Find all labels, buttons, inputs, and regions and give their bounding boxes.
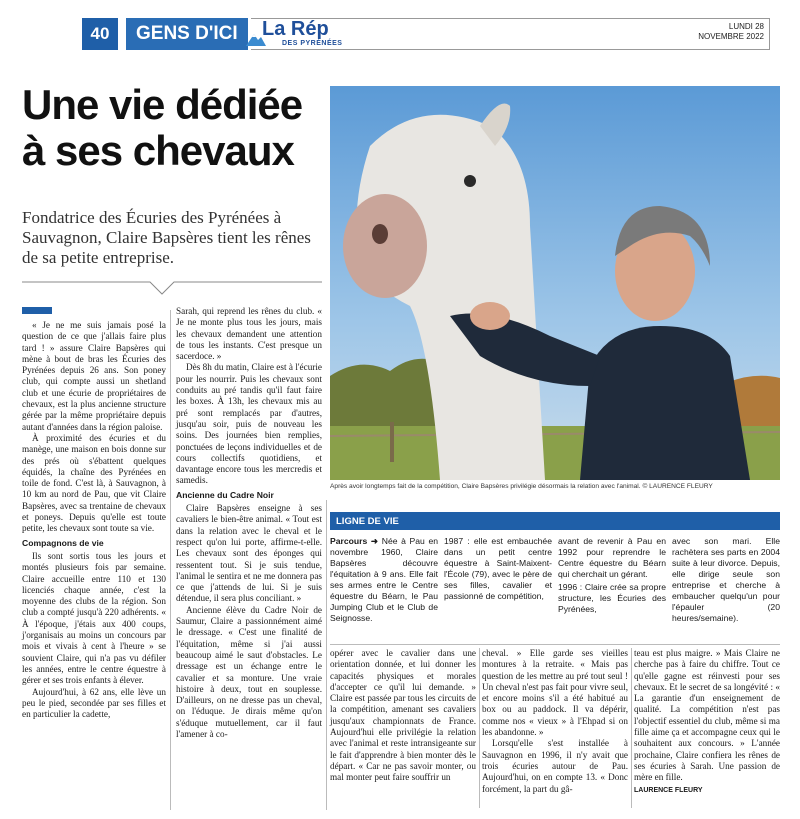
paragraph: Ancienne élève du Cadre Noir de Saumur, Claire a passionnément aimé le dressage. « C'est une finalité de l'équitation, même si j'ai aussi beaucoup aimé le saut d'obstacles. Le dressage est un échange entre le cavalier et sa monture. Une vraie histoire à deux, tout en souplesse. D'ailleurs, on ne dresse pas un cheval, on l'éduque. Je dirais même qu'on s'éduque mutuellement, car il faut l'amener à co- — [176, 604, 322, 739]
paragraph: Claire Bapsères enseigne à ses cavaliers le bien-être animal. « Tout est dans la relation avec le cheval et le respect qu'on lui porte, affirme-t-elle. Les chevaux sont des éponges qui ressentent tout. Si je suis tendue, l'animal le sentira et ne me donnera pas ce que j'attends de lui. Si je suis détendue, il sera plus conciliant. » — [176, 503, 322, 604]
article-column-4 — [482, 648, 628, 795]
author-byline: LAURENCE FLEURY — [634, 786, 703, 794]
column-divider — [631, 648, 632, 808]
ligne-de-vie-text: Née à Pau en novembre 1960, Claire Bapsères découvre l'équitation à 9 ans. Elle fait ses armes entre le Centre équestre du Béarn, le Pau Jumping Club et le Club de Seignosse. — [330, 536, 439, 623]
photo-credit: © LAURENCE FLEURY — [642, 483, 713, 490]
column-divider — [326, 500, 327, 810]
ligne-de-vie-column-3 — [558, 536, 666, 615]
section-tab: GENS D'ICI — [126, 18, 251, 50]
article-column-5 — [634, 648, 780, 796]
article-accent-bar — [22, 307, 52, 314]
section-divider — [330, 644, 780, 645]
paragraph: Dès 8h du matin, Claire est à l'écurie pour les nourrir. Puis les chevaux sont conduits au pré tandis qu'il faut faire les boxes. À 13h, les chevaux mis au pré sont remplacés par d'autres, jusqu'au soir, puis de nouveau les soins. Des journées bien remplies, ponctuées de leçons individuelles et de cours collectifs quotidiens, et davantage encore tous les mercredis et samedis. — [176, 362, 322, 486]
ligne-de-vie-column-4: avec son mari. Elle rachètera ses parts en 2004 suite à leur divorce. Depuis, elle dirige seule son entreprise et cherche à embaucher quelqu'un pour l'épauler (20 heures/semaine). — [672, 536, 780, 623]
ligne-de-vie-header: LIGNE DE VIE — [330, 512, 780, 530]
standfirst-callout-rule — [22, 272, 322, 296]
photo-caption — [330, 483, 780, 490]
ligne-de-vie-text: avant de revenir à Pau en 1992 pour reprendre le Centre équestre du Béarn qui cherchait un gérant. — [558, 536, 666, 579]
ligne-de-vie-lead: Parcours ➜ — [330, 536, 379, 546]
paragraph: Aujourd'hui, à 62 ans, elle lève un peu le pied, secondée par ses filles et en particulier la cadette, — [22, 686, 166, 720]
paragraph: Sarah, qui reprend les rênes du club. « Je ne monte plus tous les jours, mais les chevaux demandent une attention de tous les instants. C'est presque un sacerdoce. » — [176, 306, 322, 362]
page-number: 40 — [82, 18, 118, 50]
standfirst: Fondatrice des Écuries des Pyrénées à Sauvagnon, Claire Bapsères tient les rênes de sa petite entreprise. — [22, 208, 311, 267]
ligne-de-vie-column-2: 1987 : elle est embauchée dans un petit centre équestre à Saint-Maixent-l'École (79), avec le père de ses filles, cavalier et passionné de compétition, — [444, 536, 552, 601]
issue-date — [660, 22, 764, 42]
paragraph: teau est plus maigre. » Mais Claire ne cherche pas à faire du chiffre. Tout ce qu'elle gagne est réinvesti pour ses chevaux. Et le secret de sa longévité : « La garantie d'un enseignement de qualité. La compétition n'est pas l'objectif essentiel du club, même si ma fille aime ça et accompagne ceux qui le souhaitent aux concours. » L'année prochaine, Claire confiera les rênes de ses écuries à Sarah. Une passion de mère en fille. — [634, 648, 780, 783]
issue-date-day: LUNDI 28 — [728, 22, 764, 31]
headline-line-2: à ses chevaux — [22, 127, 294, 174]
article-column-1 — [22, 320, 166, 720]
newspaper-logo-sub: DES PYRÉNÉES — [282, 40, 343, 47]
paragraph: Lorsqu'elle s'est installée à Sauvagnon en 1996, il n'y avait que trois écuries autour de Pau. Aujourd'hui, on en compte 13. « Donc forcément, la part du gâ- — [482, 738, 628, 794]
subheading: Ancienne du Cadre Noir — [176, 489, 274, 500]
ligne-de-vie-column-1 — [330, 536, 438, 624]
column-divider — [170, 310, 171, 810]
headline-line-1: Une vie dédiée — [22, 81, 303, 128]
subheading: Compagnons de vie — [22, 537, 104, 548]
headline — [22, 82, 322, 174]
column-divider — [479, 648, 480, 808]
issue-date-month: NOVEMBRE 2022 — [698, 32, 764, 41]
article-column-2 — [176, 306, 322, 740]
paragraph: cheval. » Elle garde ses vieilles montures à la retraite. « Mais pas question de les mettre au pré tout seul ! Un cheval n'est pas fait pour vivre seul, et encore moins s'il a été habitué au box ou au paddock. Il va dépérir, comme nos « vieux » à l'Ehpad si on les abandonne. » — [482, 648, 628, 738]
photo-caption-text: Après avoir longtemps fait de la compétition, Claire Bapsères privilégie désormais la relation avec l'animal. — [330, 483, 641, 490]
paragraph: « Je ne me suis jamais posé la question de ce que j'allais faire plus tard ! » assure Claire Bapsères qui mène à bout de bras les Écuries des Pyrénées depuis 26 ans. Son poney club, qui compte aussi un shetland club et une écurie de propriétaires de chevaux, est la plus ancienne structure gérée par la même propriétaire depuis autant d'années dans la région paloise. — [22, 320, 166, 432]
paragraph: opérer avec le cavalier dans une orientation donnée, et lui donner les capacités physiques et morales d'accepter ce qu'il lui demande. » Claire est passée par tous les circuits de la compétition, amenant ses cavaliers jusqu'aux championnats de France. Aujourd'hui elle privilégie la relation avec l'animal et reste intransigeante sur le fait d'apprendre à bien monter dès le départ. « Car ne pas savoir monter, ou mal monter peut faire souffrir un — [330, 648, 476, 783]
newspaper-logo: La Rép — [262, 18, 329, 40]
article-photo — [330, 86, 780, 480]
paragraph: Ils sont sortis tous les jours et montés plusieurs fois par semaine. Claire accueille entre 110 et 130 licenciés chaque année, c'est la moyenne des clubs de la région. Son club a compté jusqu'à 220 adhérents. « À l'époque, j'étais aux 400 coups, j'organisais au moins un concours par mois et vivais à cent à l'heure » se souvient Claire, qui n'a pas vu défiler les années, entre le centre équestre à gérer et ses trois enfants à élever. — [22, 550, 166, 686]
article-column-3 — [330, 648, 476, 784]
paragraph: À proximité des écuries et du manège, une maison en bois donne sur des prés où s'ébattent quelques équidés, la chaîne des Pyrénées en toile de fond. C'est là, à Sauvagnon, à 10 km au nord de Pau, que vit Claire Bapsères, avec sa trentaine de chevaux et poneys. Depuis qu'elle est toute petite, les chevaux sont toute sa vie. — [22, 432, 166, 534]
ligne-de-vie-text: 1996 : Claire crée sa propre structure, les Écuries des Pyrénées, — [558, 582, 666, 614]
